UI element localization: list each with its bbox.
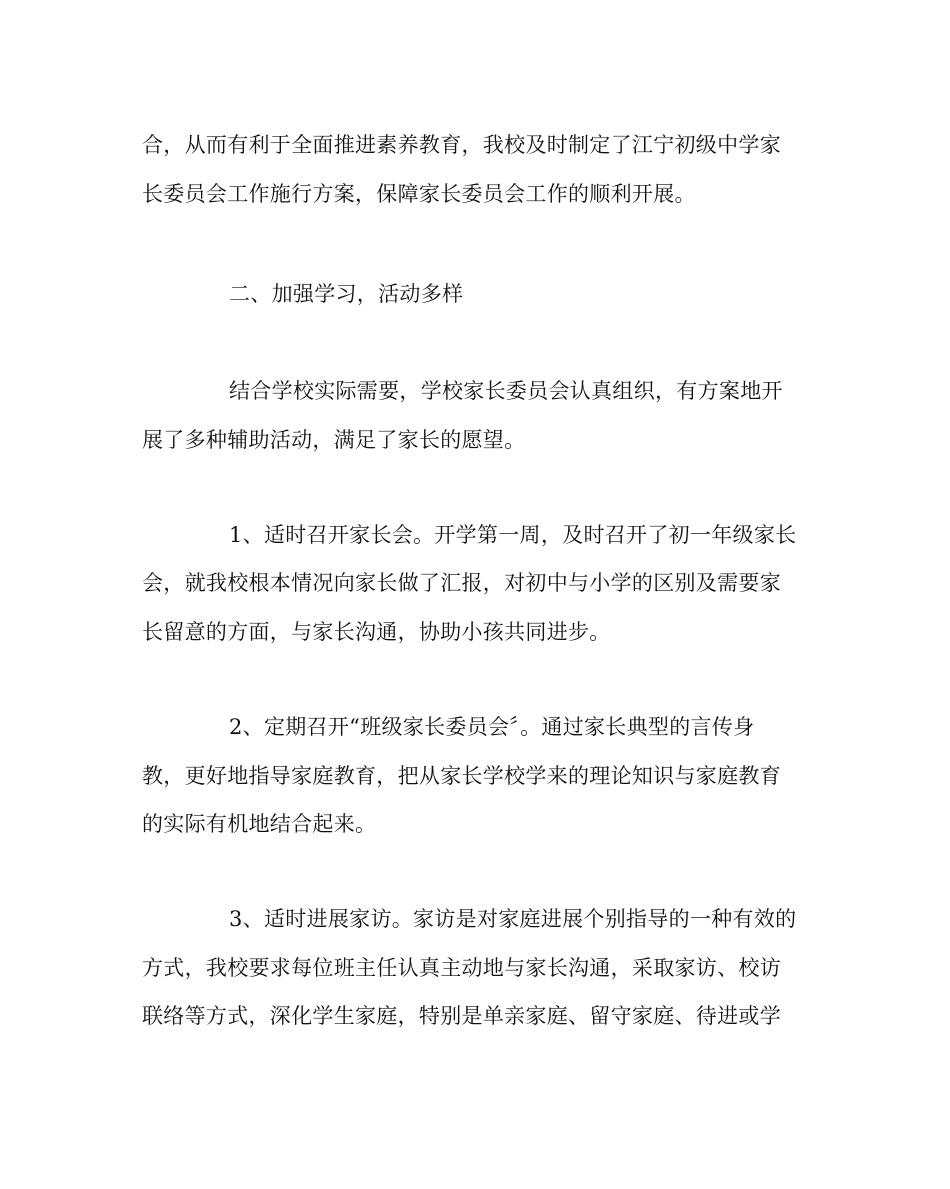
paragraph-line: 长留意的方面，与家长沟通，协助小孩共同进步。 <box>142 620 611 644</box>
paragraph-line: 合，从而有利于全面推进素养教育，我校及时制定了江宁初级中学家 <box>142 133 781 157</box>
paragraph-line: 2、定期召开“班级家长委员会〞。通过家长典型的言传身 <box>229 715 755 739</box>
paragraph-line: 展了多种辅助活动，满足了家长的愿望。 <box>142 428 526 452</box>
paragraph-line: 结合学校实际需要，学校家长委员会认真组织，有方案地开 <box>229 379 783 403</box>
paragraph-line: 3、适时进展家访。家访是对家庭进展个别指导的一种有效的 <box>229 907 797 931</box>
paragraph-line: 长委员会工作施行方案，保障家长委员会工作的顺利开展。 <box>142 182 696 206</box>
paragraph-line: 教，更好地指导家庭教育，把从家长学校学来的理论知识与家庭教育 <box>142 764 781 788</box>
section-heading: 二、加强学习，活动多样 <box>229 282 464 306</box>
paragraph-line: 联络等方式，深化学生家庭，特别是单亲家庭、留守家庭、待进或学 <box>142 1004 781 1028</box>
paragraph-line: 的实际有机地结合起来。 <box>142 812 377 836</box>
paragraph-line: 会，就我校根本情况向家长做了汇报，对初中与小学的区别及需要家 <box>142 571 781 595</box>
paragraph-line: 方式，我校要求每位班主任认真主动地与家长沟通，采取家访、校访 <box>142 956 781 980</box>
paragraph-line: 1、适时召开家长会。开学第一周，及时召开了初一年级家长 <box>229 523 797 547</box>
